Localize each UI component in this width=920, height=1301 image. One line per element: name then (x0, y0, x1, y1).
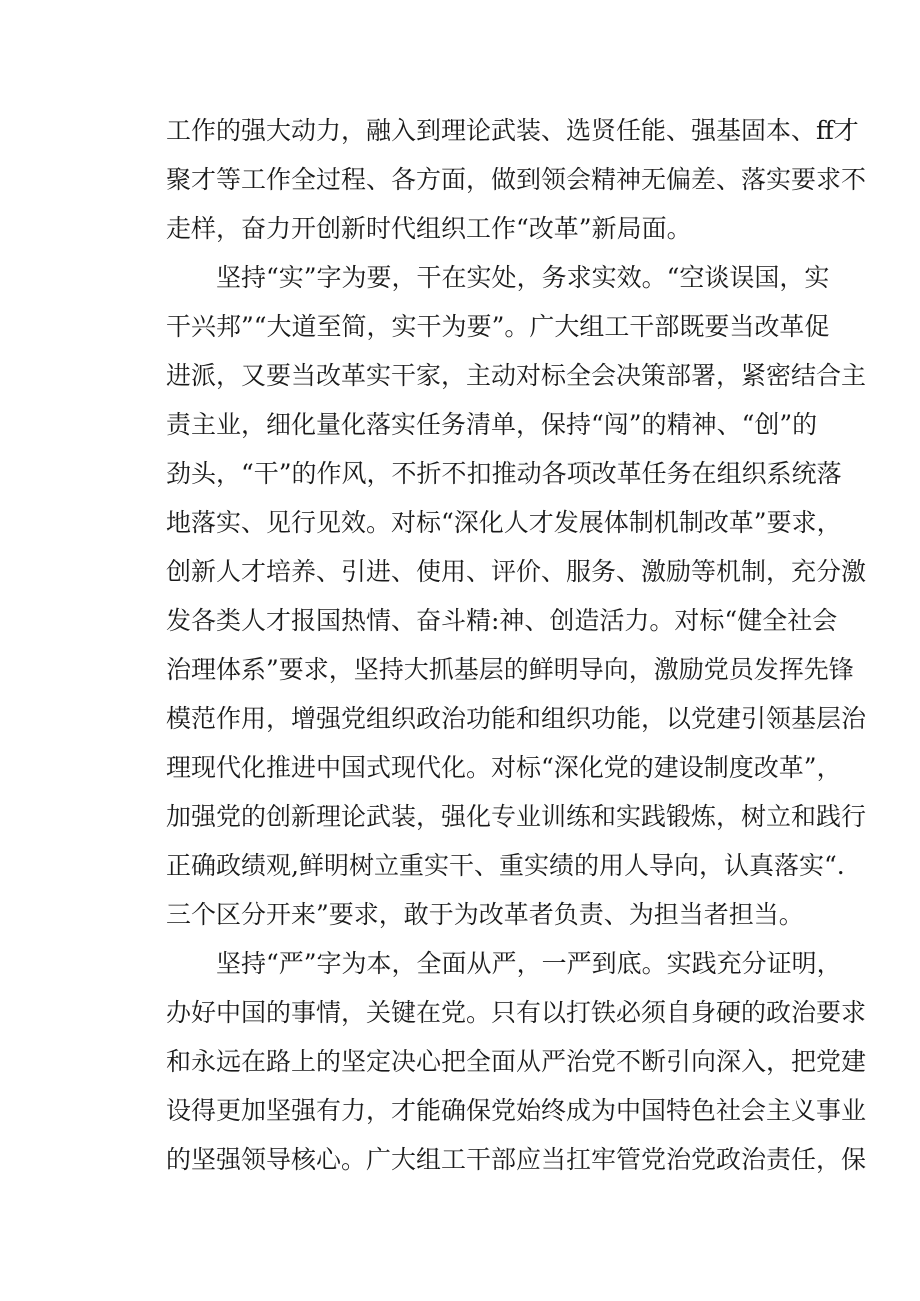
text-line: 理现代化推进中国式现代化。对标“深化党的建设制度改革”， (166, 753, 842, 782)
text-line: 干兴邦”“大道至简，实干为要”。广大组工干部既要当改革促 (166, 312, 830, 341)
text-line: 治理体系”要求，坚持大抓基层的鲜明导向，激励党员发挥先锋 (166, 655, 854, 684)
text-line: 进派，又要当改革实干家，主动对标全会决策部署，紧密结合主 (166, 361, 867, 390)
text-line: 创新人才培养、引进、使用、评价、服务、激励等机制，充分激 (166, 557, 867, 586)
text-line: 发各类人才报国热情、奋斗精:神、创造活力。对标“健全社会 (166, 606, 838, 635)
paragraph-first-line: 坚持“严”字为本，全面从严，一严到底。实践充分证明， (216, 949, 842, 978)
text-line: 模范作用，增强党组织政治功能和组织功能，以党建引领基层治 (166, 704, 867, 733)
text-line: 三个区分开来”要求，敢于为改革者负责、为担当者担当。 (166, 900, 804, 929)
text-line: 正确政绩观,鲜明树立重实干、重实绩的用人导向，认真落实“. (166, 851, 845, 880)
text-line: 加强党的创新理论武装，强化专业训练和实践锻炼，树立和践行 (166, 802, 867, 831)
paragraph-first-line: 坚持“实”字为要，干在实处，务求实效。“空谈误国，实 (216, 263, 830, 292)
text-line: 和永远在路上的坚定决心把全面从严治党不断引向深入，把党建 (166, 1047, 867, 1076)
text-line: 地落实、见行见效。对标“深化人才发展体制机制改革”要求， (166, 508, 842, 537)
text-line: 工作的强大动力，融入到理论武装、选贤任能、强基固本、ff才 (166, 116, 859, 145)
text-line: 办好中国的事情，关键在党。只有以打铁必须自身硬的政治要求 (166, 998, 867, 1027)
text-line: 劲头，“干”的作风，不折不扣推动各项改革任务在组织系统落 (166, 459, 842, 488)
text-line: 走样，奋力开创新时代组织工作“改革”新局面。 (166, 214, 692, 243)
text-line: 聚才等工作全过程、各方面，做到领会精神无偏差、落实要求不 (166, 165, 867, 194)
text-line: 的坚强领导核心。广大组工干部应当扛牢管党治党政治责任，保 (166, 1145, 867, 1174)
text-line: 设得更加坚强有力，才能确保党始终成为中国特色社会主义事业 (166, 1096, 867, 1125)
text-line: 责主业，细化量化落实任务清单，保持“闯”的精神、“创”的 (166, 410, 818, 439)
